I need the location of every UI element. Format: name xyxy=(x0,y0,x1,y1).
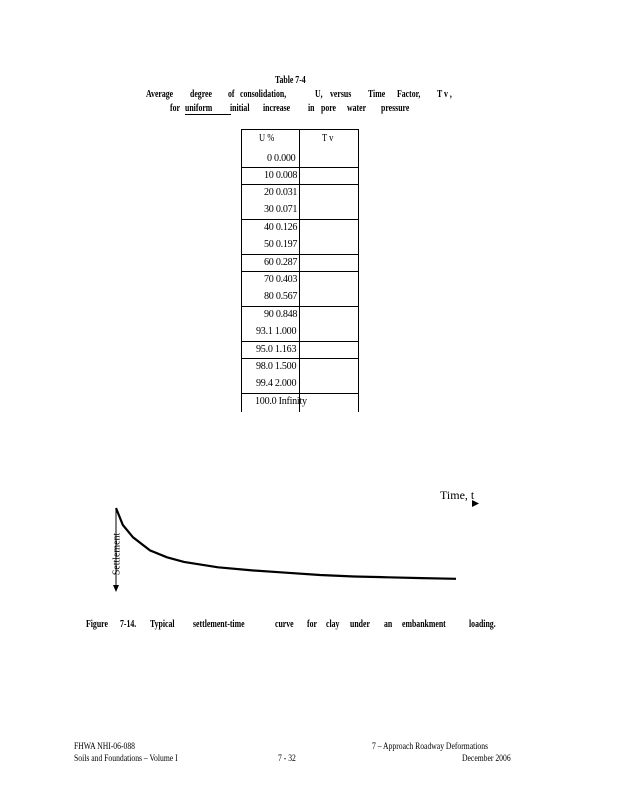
caption-word: initial xyxy=(230,103,250,114)
caption-word: consolidation, xyxy=(240,89,287,100)
caption-word: clay xyxy=(326,619,340,630)
table-cell: 0 0.000 xyxy=(267,152,296,164)
table-title: Table 7-4 xyxy=(275,75,306,86)
caption-word: versus xyxy=(330,89,352,100)
table-cell: 20 0.031 xyxy=(264,186,298,198)
caption-word: T v , xyxy=(437,89,452,100)
table-cell: 80 0.567 xyxy=(264,290,298,302)
caption-word: settlement-time xyxy=(193,619,245,630)
table-cell: 95.0 1.163 xyxy=(256,343,297,355)
caption-word: water xyxy=(347,103,367,114)
caption-word: Typical xyxy=(150,619,175,630)
caption-word: U, xyxy=(315,89,323,100)
caption-word: embankment xyxy=(402,619,446,630)
header-time-factor: T v xyxy=(322,133,334,144)
caption-word: for xyxy=(170,103,180,114)
table-cell: 60 0.287 xyxy=(264,256,298,268)
caption-word: in xyxy=(308,103,315,114)
caption-word: pressure xyxy=(381,103,410,114)
table-cell: 99.4 2.000 xyxy=(256,377,297,389)
caption-word: of xyxy=(228,89,235,100)
table-cell: 40 0.126 xyxy=(264,221,298,233)
caption-word: increase xyxy=(263,103,291,114)
caption-word: an xyxy=(384,619,393,630)
caption-word: pore xyxy=(321,103,337,114)
footer-chapter: 7 – Approach Roadway Deformations xyxy=(372,741,488,751)
table-cell: 70 0.403 xyxy=(264,273,298,285)
caption-word: Figure xyxy=(86,619,108,630)
caption-word: for xyxy=(307,619,317,630)
table-cell: 30 0.071 xyxy=(264,203,298,215)
y-axis-arrowhead xyxy=(113,585,119,592)
table-cell: 10 0.008 xyxy=(264,169,298,181)
x-axis-label: Time, t xyxy=(440,488,475,502)
y-axis-label: Settlement xyxy=(110,532,123,576)
caption-word: loading. xyxy=(469,619,496,630)
table-cell: 98.0 1.500 xyxy=(256,360,297,372)
caption-word: curve xyxy=(275,619,294,630)
table-cell: 93.1 1.000 xyxy=(256,325,297,337)
caption-word: under xyxy=(350,619,370,630)
footer-publication-id: FHWA NHI-06-088 xyxy=(74,741,135,751)
caption-word: degree xyxy=(190,89,212,100)
table-cell: 100.0 Infinity xyxy=(255,395,307,407)
footer-page-number: 7 - 32 xyxy=(278,753,296,763)
caption-word: uniform xyxy=(185,103,213,114)
table-cell: 90 0.848 xyxy=(264,308,298,320)
header-u-percent: U % xyxy=(259,133,275,144)
caption-word: Factor, xyxy=(397,89,421,100)
table-cell: 50 0.197 xyxy=(264,238,298,250)
footer-document-title: Soils and Foundations – Volume I xyxy=(74,753,178,763)
footer-date: December 2006 xyxy=(462,753,511,763)
caption-word: Average xyxy=(146,89,174,100)
caption-word: 7-14. xyxy=(120,619,137,630)
settlement-curve xyxy=(116,508,456,579)
caption-word: Time xyxy=(368,89,386,100)
